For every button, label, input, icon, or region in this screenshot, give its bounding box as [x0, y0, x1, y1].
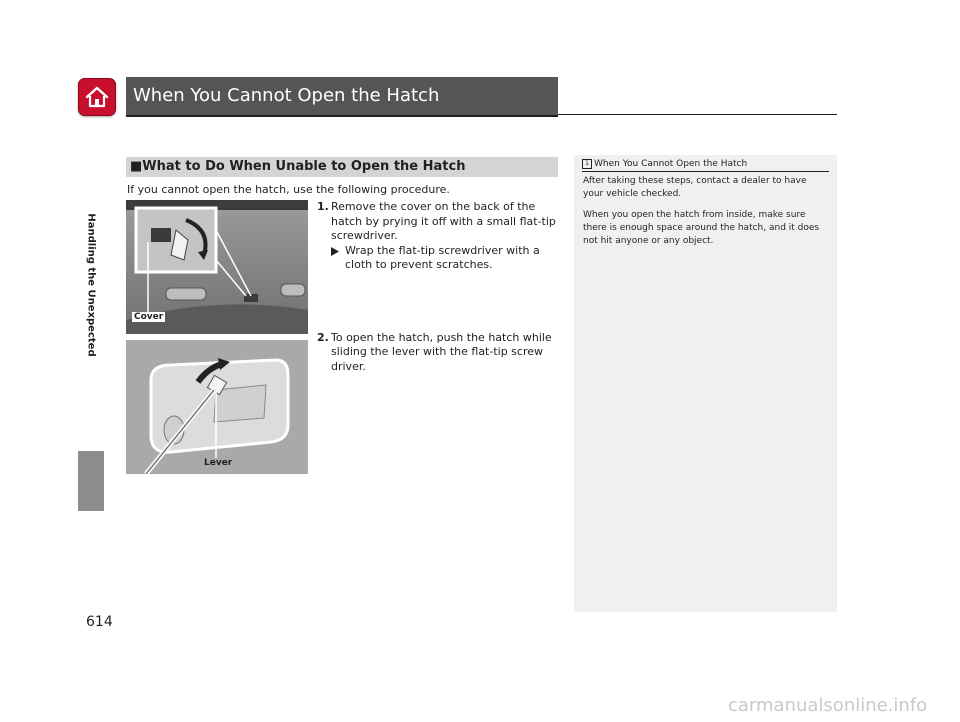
cover-callout: Cover — [134, 312, 164, 322]
step-number: 1. — [317, 200, 329, 213]
chapter-tab-marker — [78, 451, 104, 511]
note-body — [583, 175, 829, 256]
title-rule — [558, 114, 837, 115]
note-paragraph: After taking these steps, contact a dealer to have your vehicle checked. — [583, 176, 807, 199]
home-icon — [84, 84, 110, 110]
page-title: When You Cannot Open the Hatch — [133, 85, 440, 106]
note-heading-text: When You Cannot Open the Hatch — [594, 159, 748, 169]
section-title: What to Do When Unable to Open the Hatch — [142, 159, 466, 174]
note-paragraph: When you open the hatch from inside, make sure there is enough space around the hatch, and it does not hit anyone or any object. — [583, 210, 820, 246]
step-note-text: Wrap the flat-tip screwdriver with a cloth to prevent scratches. — [345, 243, 540, 271]
home-button[interactable] — [78, 78, 116, 116]
step-1 — [317, 200, 565, 244]
watermark: carmanualsonline.info — [728, 695, 928, 716]
step-number: 2. — [317, 330, 329, 344]
step-2 — [317, 331, 565, 375]
arrow-right-icon — [331, 247, 339, 256]
section-marker: ■ — [130, 159, 143, 174]
note-heading — [582, 159, 747, 169]
lever-illustration — [126, 340, 308, 474]
note-reference-icon: 1 — [582, 159, 592, 169]
note-panel — [574, 155, 837, 612]
chapter-tab-label: Handling the Unexpected — [85, 213, 97, 357]
section-heading-bar — [126, 157, 558, 177]
step-1-note — [331, 244, 565, 273]
cover-figure — [126, 200, 308, 334]
page-title-bar — [126, 77, 558, 117]
intro-text: If you cannot open the hatch, use the following procedure. — [127, 183, 450, 196]
section-heading — [130, 159, 465, 174]
lever-callout: Lever — [204, 458, 233, 468]
page-number: 614 — [86, 614, 113, 630]
note-divider — [582, 171, 829, 172]
procedure-steps — [317, 200, 565, 374]
step-text: To open the hatch, push the hatch while sliding the lever with the flat-tip screw driver. — [331, 330, 552, 373]
step-text: Remove the cover on the back of the hatch by prying it off with a small flat-tip screwdriver. — [331, 200, 556, 242]
lever-figure — [126, 340, 308, 474]
